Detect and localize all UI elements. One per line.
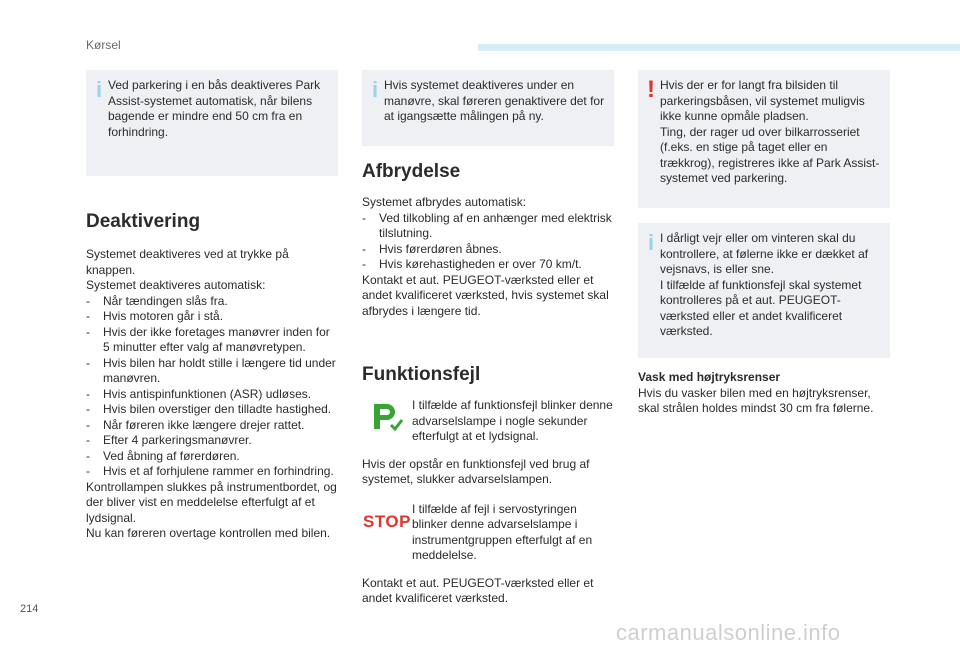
stop-lamp-row (362, 502, 614, 564)
park-assist-warning-icon (362, 398, 412, 432)
p-lamp-text: I tilfælde af funktionsfejl blinker denne advarselslampe i nogle sekunder efterfulgt at et lydsignal. (412, 398, 613, 443)
list-item: - Hvis antispinfunktionen (ASR) udløses. (86, 386, 312, 401)
deaktivering-auto-label: Systemet deaktiveres automatisk: (86, 278, 266, 292)
wash-title: Vask med højtryksrenser (638, 370, 781, 384)
list-item: - Hvis førerdøren åbnes. (362, 241, 502, 256)
list-item: - Hvis kørehastigheden er over 70 km/t. (362, 257, 582, 271)
deaktivering-intro: Systemet deaktiveres ved at trykke på knappen. (86, 247, 289, 277)
wash-text: Hvis du vasker bilen med en højtryksrenser, skal strålen holdes mindst 30 cm fra følerne. (638, 385, 874, 415)
warning-icon: ! (647, 76, 655, 103)
list-item: - Hvis bilen overstiger den tilladte hastighed. (86, 402, 332, 416)
list-item: - Når tændingen slås fra. (86, 293, 228, 308)
list-item: - Når føreren ikke længere drejer rattet. (86, 417, 305, 432)
info-icon: i (371, 77, 379, 102)
fault-text: Hvis der opstår en funktionsfejl ved brug af systemet, slukker advarselslampen. (362, 456, 590, 486)
list-item: - Hvis et af forhjulene rammer en forhindring. (86, 464, 334, 478)
wash-section (638, 370, 890, 417)
afbrydelse-intro: Systemet afbrydes automatisk: (362, 195, 527, 209)
heading-funktionsfejl: Funktionsfejl (362, 364, 481, 385)
list-item: - Hvis der ikke foretages manøvrer inden for 5 minutter efter valg af manøvretypen. (86, 324, 330, 354)
afbrydelse-list (362, 211, 614, 273)
info-box-parking (86, 70, 338, 176)
warning-box-distance (638, 70, 890, 208)
heading-afbrydelse: Afbrydelse (362, 161, 461, 182)
info-box-reactivate (362, 70, 614, 146)
page-section-title: Kørsel (86, 38, 121, 52)
afbrydelse-outro: Kontakt et aut. PEUGEOT-værksted eller et andet kvalificeret værksted, hvis systemet skal afbrydes i længere tid. (362, 272, 609, 318)
list-item: - Hvis bilen har holdt stille i længere tid under manøvren. (86, 355, 336, 385)
page-number: 214 (20, 603, 39, 615)
list-item: - Ved åbning af førerdøren. (86, 448, 240, 463)
list-item: - Ved tilkobling af en anhænger med elektrisk tilslutning. (362, 210, 612, 240)
column-2 (362, 70, 614, 607)
warning-box-text: Hvis der er for langt fra bilsiden til parkeringsbåsen, vil systemet muligvis ikke kunne opmåle pladsen. Ting, der rager ud over bilkarrosseriet (f.eks. en stige på taget eller en trækkrog), registreres ikke af Park Assist-systemet ved parkering. (660, 78, 880, 185)
column-1 (86, 70, 338, 542)
deaktivering-outro-2: Nu kan føreren overtage kontrollen med bilen. (86, 526, 331, 540)
deaktivering-body (86, 247, 338, 542)
list-item: - Efter 4 parkeringsmanøvrer. (86, 433, 252, 447)
p-lamp-row (362, 398, 614, 445)
afbrydelse-body (362, 195, 614, 319)
info-box-text: Ved parkering i en bås deaktiveres Park Assist-systemet automatisk, når bilens bagende er mindre end 50 cm fra en forhindring. (108, 78, 321, 139)
stop-lamp-text: I tilfælde af fejl i servostyringen blinker denne advarselslampe i instrumentgruppen efterfulgt af en meddelelse. (412, 501, 593, 562)
info-box-weather (638, 223, 890, 358)
info-icon: i (95, 77, 103, 102)
heading-deaktivering: Deaktivering (86, 211, 201, 232)
deaktivering-outro-1: Kontrollampen slukkes på instrumentbordet, og der bliver vist en meddelelse efterfulgt af et lydsignal. (86, 479, 337, 525)
info-icon: i (647, 230, 655, 255)
watermark: carmanualsonline.info (616, 620, 841, 645)
info-box-text: I dårligt vejr eller om vinteren skal du kontrollere, at følerne ikke er dækket af vejsnavs, is eller sne. I tilfælde af funktionsfejl skal systemet kontrolleres på et aut. PEUGEOT-værksted eller et andet kvalificeret værksted. (660, 231, 869, 338)
column-3 (638, 70, 890, 417)
header-accent-bar (478, 44, 960, 51)
info-box-text: Hvis systemet deaktiveres under en manøvre, skal føreren genaktivere det for at igangsætte målingen på ny. (384, 78, 605, 123)
list-item: - Hvis motoren går i stå. (86, 309, 224, 323)
stop-warning-icon: STOP (363, 511, 411, 531)
deaktivering-list (86, 294, 338, 480)
contact-text: Kontakt et aut. PEUGEOT-værksted eller et andet kvalificeret værksted. (362, 575, 594, 605)
